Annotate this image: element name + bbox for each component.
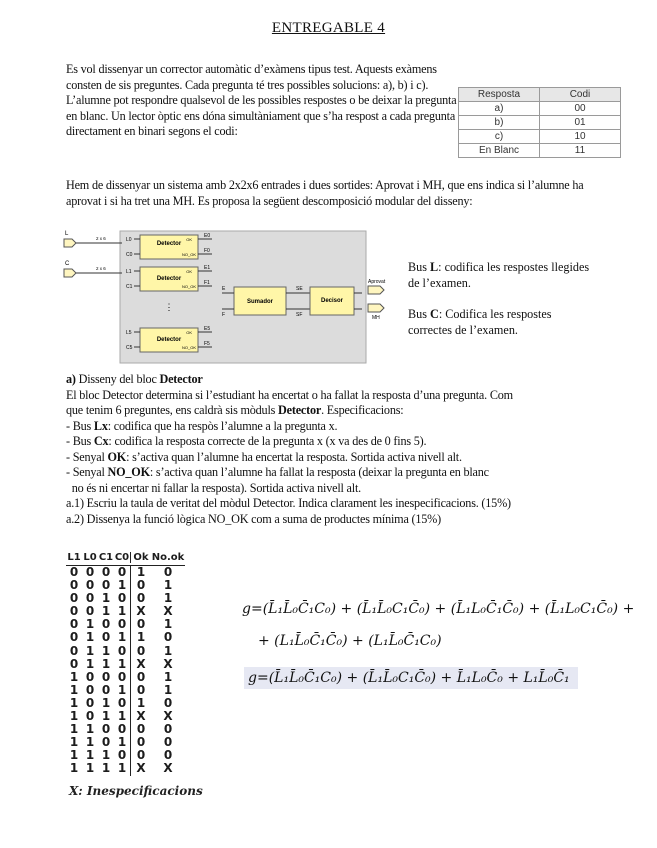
truth-cell: 1	[101, 761, 111, 776]
truth-cell: 0	[85, 591, 95, 606]
nok-port: NO_OK	[181, 284, 196, 289]
block-diagram	[62, 230, 368, 364]
truth-cell: 1	[69, 748, 79, 763]
truth-cell: 0	[85, 669, 95, 684]
line-bold: Lx	[93, 418, 108, 433]
line-text: : codifica la resposta correcte de la pregunta x (x va des de 0 fins 5).	[108, 434, 427, 448]
intro-paragraph: Es vol dissenyar un corrector automàtic d’exàmens tipus test. Aquests exàmens consten de sis preguntes. Cada pregunta té tres possibles solucions: a), b) i c). L’alumne pot respondre qualsevol de les possibles respostes o be deixar la pregunta en blanc. Un lector òptic ens dóna simultàniament que s’ha respost a cada pregunta directament en binari segons el codi:	[66, 62, 457, 138]
truth-cell: 0	[69, 578, 79, 593]
truth-cell: 1	[163, 669, 173, 684]
ok-port: OK	[186, 330, 192, 335]
truth-cell: X	[130, 710, 151, 723]
truth-cell: 1	[117, 630, 127, 645]
truth-cell: 1	[69, 682, 79, 697]
line-text: - Bus	[66, 418, 94, 433]
truth-cell: 0	[117, 695, 127, 710]
bus-l-label: L	[65, 231, 69, 237]
truth-cell: 0	[101, 682, 111, 697]
bus-l-description	[408, 260, 598, 291]
truth-cell: 0	[101, 617, 111, 632]
truth-cell: 1	[101, 643, 111, 658]
truth-cell: 0	[163, 748, 173, 763]
equation-line-1: g=(L̄₁L̄₀C̄₁C₀) + (L̄₁L̄₀C₁C̄₀) + (L̄₁L₀C̄₁C̄₀) + (L̄₁L₀C₁C̄₀) +	[242, 601, 635, 617]
truth-cell: 0	[101, 669, 111, 684]
line-text: : codifica que ha respòs l’alumne a la pregunta x.	[107, 418, 338, 433]
input-label: L0	[126, 237, 132, 243]
detector-label: Detector	[156, 241, 182, 247]
truth-cell: 0	[101, 565, 111, 579]
table-cell: En Blanc	[459, 144, 540, 158]
line-bold: NO_OK	[107, 465, 150, 479]
truth-cell: 1	[101, 591, 111, 606]
mh-connector	[368, 304, 384, 312]
truth-cell: 0	[130, 645, 151, 658]
question-a2: a.2) Dissenya la funció lògica NO_OK com a suma de productes mínima (15%)	[66, 511, 441, 526]
table-cell: b)	[459, 116, 540, 130]
bus-c-connector	[64, 269, 76, 277]
truth-cell: 0	[130, 579, 151, 592]
truth-cell: 1	[69, 735, 79, 750]
table-row	[66, 631, 185, 644]
decisor-label: Decisor	[320, 298, 344, 304]
table-row	[66, 671, 185, 684]
table-cell: 01	[540, 116, 621, 130]
table-cell: a)	[459, 102, 540, 116]
truth-cell: 0	[85, 709, 95, 724]
truth-cell: X	[130, 762, 151, 775]
input-label: C0	[126, 252, 133, 258]
inespecificacions-note: X: Inespecificacions	[69, 784, 203, 798]
output-label: F5	[204, 341, 210, 347]
truth-cell: 1	[163, 617, 173, 632]
truth-cell: 1	[101, 709, 111, 724]
table-row	[459, 130, 621, 144]
truth-cell: 0	[85, 565, 95, 579]
output-label: E5	[204, 326, 211, 332]
truth-cell: X	[163, 604, 173, 619]
line-text: : s’activa quan l’alumne ha encertat la resposta. Sortida activa nivell alt.	[126, 449, 462, 464]
truth-cell: 0	[117, 617, 127, 632]
bus-c-prefix: Bus	[408, 307, 431, 321]
truth-cell: 1	[85, 630, 95, 645]
header-l1: L1	[67, 552, 81, 563]
table-cell: 00	[540, 102, 621, 116]
header-l0: L0	[83, 552, 97, 563]
truth-cell: 0	[163, 735, 173, 750]
bus-l-prefix: Bus	[408, 260, 431, 274]
truth-cell: 0	[163, 722, 173, 737]
truth-cell: 1	[101, 604, 111, 619]
truth-cell: 1	[117, 656, 127, 671]
bullet-nok-cont: no és ni encertar ni fallar la resposta). Sortida activa nivell alt.	[66, 480, 361, 495]
truth-cell: 0	[85, 578, 95, 593]
truth-cell: 0	[85, 604, 95, 619]
bullet-ok	[66, 450, 616, 466]
truth-cell: 0	[130, 749, 151, 762]
input-label: L5	[126, 330, 132, 336]
line-text: que tenim 6 preguntes, ens caldrà sis mòduls	[66, 403, 279, 417]
truth-cell: 0	[130, 618, 151, 631]
table-row	[459, 102, 621, 116]
table-row	[66, 658, 185, 671]
input-label: C5	[126, 345, 133, 351]
input-label: L1	[126, 269, 132, 275]
bus-c-description	[408, 307, 598, 338]
truth-cell: 1	[163, 591, 173, 606]
sf-label: SF	[296, 312, 303, 318]
code-table	[458, 87, 621, 158]
truth-cell: 1	[163, 578, 173, 593]
ok-port: OK	[186, 237, 192, 242]
table-row	[459, 144, 621, 158]
detector-label: Detector	[156, 337, 182, 343]
line-text: - Senyal	[66, 465, 108, 479]
truth-cell: 1	[117, 709, 127, 724]
truth-cell: 0	[69, 656, 79, 671]
line-bold: Cx	[93, 434, 109, 448]
section-a	[66, 372, 616, 527]
header-nok: No.ok	[151, 552, 185, 563]
section-title-text: Disseny del bloc	[75, 372, 160, 386]
truth-cell: 1	[69, 669, 79, 684]
line-bold: OK	[107, 449, 127, 464]
equation-simplified: g=(L̄₁L̄₀C̄₁C₀) + (L̄₁L̄₀C₁C̄₀) + L̄₁L₀C̄₀ + L₁L̄₀C̄₁	[244, 667, 578, 689]
table-cell: c)	[459, 130, 540, 144]
truth-cell: 1	[85, 656, 95, 671]
line-text: : s’activa quan l’alumne ha fallat la resposta (deixar la pregunta en blanc	[149, 465, 489, 479]
truth-cell: 0	[101, 630, 111, 645]
bus-c-text: : Codifica les respostes correctes de l’examen.	[408, 307, 552, 337]
output-label: F1	[204, 280, 210, 286]
truth-cell: 1	[85, 748, 95, 763]
truth-cell: 0	[85, 682, 95, 697]
bus-c-label: C	[65, 261, 70, 267]
truth-cell: X	[163, 656, 173, 671]
truth-cell: 0	[130, 736, 151, 749]
sumador-label: Sumador	[246, 299, 274, 305]
truth-cell: 0	[101, 722, 111, 737]
truth-cell: 1	[101, 748, 111, 763]
truth-cell: 1	[130, 566, 151, 579]
bus-l-text: : codifica les respostes llegides de l’examen.	[408, 260, 590, 290]
bullet-lx	[66, 419, 616, 435]
truth-cell: 0	[130, 671, 151, 684]
system-paragraph: Hem de dissenyar un sistema amb 2x2x6 entrades i dues sortides: Aprovat i MH, que ens indica si l’alumne ha aprovat i si ha tret una MH. Es proposa la següent descomposició modular del disseny:	[66, 178, 584, 208]
truth-cell: 0	[69, 591, 79, 606]
output-label: E0	[204, 233, 211, 239]
truth-cell: 1	[163, 682, 173, 697]
table-header: Codi	[540, 88, 621, 102]
truth-cell: 0	[85, 695, 95, 710]
f-port: F	[222, 312, 226, 318]
truth-cell: 1	[85, 735, 95, 750]
line-text: . Especificacions:	[321, 403, 404, 417]
truth-cell: 1	[101, 656, 111, 671]
header-c0: C0	[114, 552, 130, 563]
truth-cell: 1	[69, 761, 79, 776]
table-cell: 10	[540, 130, 621, 144]
truth-cell: 1	[69, 695, 79, 710]
truth-cell: 1	[130, 631, 151, 644]
truth-cell: 1	[117, 735, 127, 750]
section-title-bold: Detector	[159, 372, 203, 386]
table-cell: 11	[540, 144, 621, 158]
truth-cell: 0	[69, 643, 79, 658]
bus-c-name: C	[430, 307, 439, 321]
truth-header	[66, 552, 185, 566]
truth-cell: 1	[117, 578, 127, 593]
truth-cell: 0	[117, 643, 127, 658]
aprovat-connector	[368, 286, 384, 294]
truth-cell: 0	[117, 722, 127, 737]
truth-cell: 0	[117, 565, 127, 579]
truth-cell: 1	[117, 604, 127, 619]
aprovat-label: Aprovat	[368, 279, 386, 285]
truth-cell: 0	[101, 735, 111, 750]
line-text: - Bus	[66, 434, 94, 448]
ellipsis-icon: ⋮	[164, 302, 174, 312]
table-row	[66, 645, 185, 658]
mh-label: MH	[372, 315, 380, 321]
table-row	[459, 116, 621, 130]
section-line: El bloc Detector determina si l’estudiant ha encertat o ha fallat la resposta d’una pregunta. Com	[66, 387, 513, 402]
truth-cell: X	[130, 605, 151, 618]
truth-cell: 0	[163, 695, 173, 710]
equation-line-2: + (L₁L̄₀C̄₁C̄₀) + (L₁L̄₀C̄₁C₀)	[258, 633, 442, 649]
nok-port: NO_OK	[181, 252, 196, 257]
truth-cell: 0	[117, 748, 127, 763]
truth-cell: 1	[130, 697, 151, 710]
header-ok: Ok	[130, 552, 151, 563]
truth-cell: 1	[117, 761, 127, 776]
bus-l-connector	[64, 239, 76, 247]
truth-cell: 0	[163, 630, 173, 645]
truth-cell: 1	[85, 643, 95, 658]
output-label: F0	[204, 248, 210, 254]
truth-cell: 1	[85, 722, 95, 737]
table-row	[66, 684, 185, 697]
truth-cell: 0	[101, 578, 111, 593]
table-header: Resposta	[459, 88, 540, 102]
bullet-cx	[66, 434, 616, 450]
bullet-nok	[66, 465, 616, 481]
detector-label: Detector	[156, 276, 182, 282]
truth-cell: X	[163, 761, 173, 776]
bus-l-name: L	[430, 260, 439, 274]
output-label: E1	[204, 265, 211, 271]
section-a-title	[66, 372, 616, 388]
truth-cell: 1	[69, 722, 79, 737]
input-label: C1	[126, 284, 133, 290]
header-c1: C1	[98, 552, 114, 563]
table-header-row	[459, 88, 621, 102]
truth-cell: 0	[69, 604, 79, 619]
nok-port: NO_OK	[181, 345, 196, 350]
e-port: E	[222, 286, 226, 292]
truth-cell: 0	[130, 592, 151, 605]
line-text: - Senyal	[66, 449, 108, 464]
line-bold: Detector	[278, 403, 322, 417]
truth-table	[66, 552, 185, 776]
section-line	[66, 403, 616, 419]
bus-c-width: 2 x 6	[96, 266, 106, 271]
truth-cell: 0	[117, 591, 127, 606]
ok-port: OK	[186, 269, 192, 274]
truth-cell: X	[163, 709, 173, 724]
truth-cell: 0	[117, 669, 127, 684]
se-label: SE	[296, 286, 303, 292]
truth-cell: 1	[101, 695, 111, 710]
truth-cell: 1	[69, 709, 79, 724]
truth-cell: 1	[85, 761, 95, 776]
truth-cell: 0	[163, 565, 173, 579]
truth-cell: 0	[69, 565, 79, 579]
truth-cell: 0	[130, 684, 151, 697]
truth-cell: 1	[163, 643, 173, 658]
truth-cell: 1	[85, 617, 95, 632]
truth-cell: 1	[117, 682, 127, 697]
truth-cell: X	[130, 658, 151, 671]
page-title: ENTREGABLE 4	[271, 20, 386, 36]
truth-cell: 0	[130, 723, 151, 736]
diagram-outputs	[366, 278, 396, 326]
truth-cell: 0	[69, 630, 79, 645]
question-a1: a.1) Escriu la taula de veritat del mòdul Detector. Indica clarament les inespecificacions. (15%)	[66, 496, 511, 510]
bus-l-width: 2 x 6	[96, 236, 106, 241]
section-letter: a)	[66, 372, 76, 386]
truth-cell: 0	[69, 617, 79, 632]
table-row	[66, 762, 185, 775]
